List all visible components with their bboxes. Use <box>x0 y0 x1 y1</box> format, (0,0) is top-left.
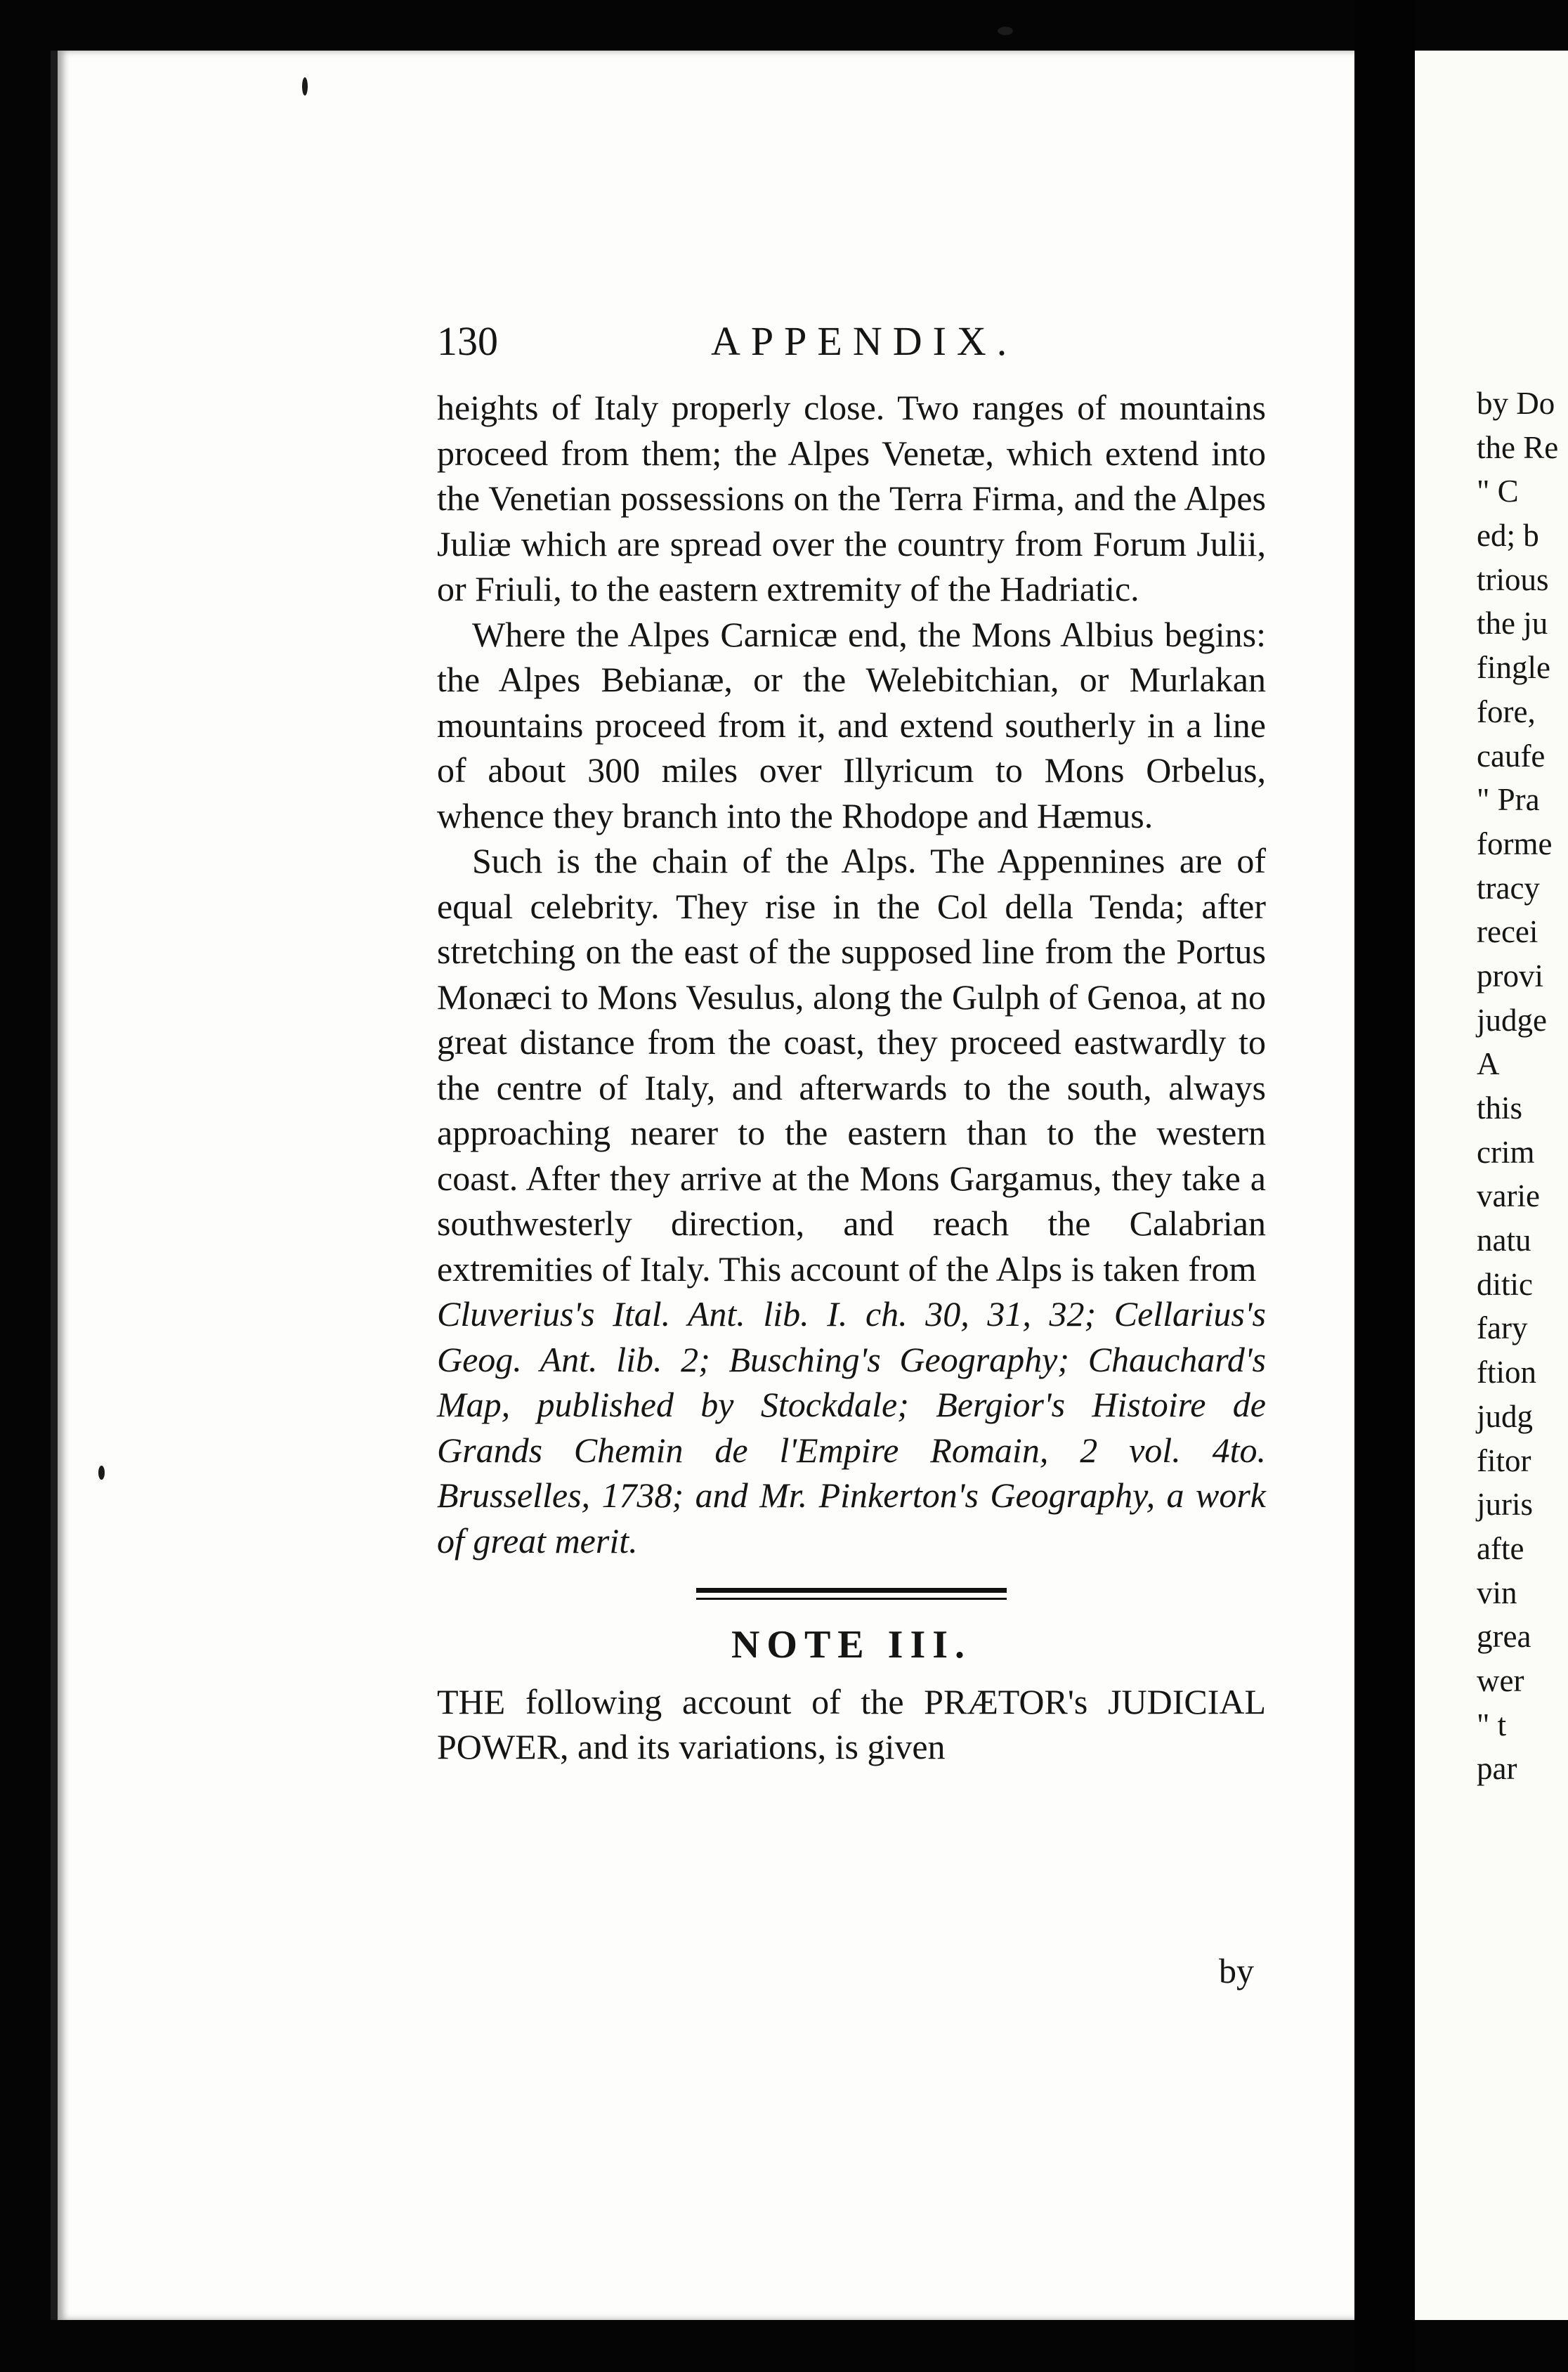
right-fragment-line: recei <box>1477 914 1538 950</box>
right-fragment-line: ditic <box>1477 1266 1533 1302</box>
paragraph-alps-ranges: heights of Italy properly close. Two ranges of mountains proceed from them; the Alpes Venetæ, which extend into the Venetian possessions on the Terra Firma, and the Alpes Juliæ which are spread over the country from Forum Julii, or Friuli, to the eastern extremity of the Hadriatic. <box>437 388 1266 608</box>
right-fragment-line: caufe <box>1477 738 1546 774</box>
right-fragment-line: fitor <box>1477 1442 1531 1478</box>
right-fragment-line: this <box>1477 1090 1523 1126</box>
note-divider-rule <box>696 1588 1007 1600</box>
right-fragment-line: natu <box>1477 1223 1531 1258</box>
right-fragment-line: judge <box>1477 1002 1547 1038</box>
catchword: by <box>1219 1951 1254 1990</box>
page-number: 130 <box>437 318 498 364</box>
right-fragment-line: " t <box>1477 1707 1507 1742</box>
right-fragment-line: provi <box>1477 958 1543 993</box>
scan-speck <box>302 77 308 96</box>
right-page-text-fragment <box>1477 382 1568 1791</box>
right-fragment-line: par <box>1477 1751 1517 1787</box>
right-fragment-line: " Pra <box>1477 782 1540 818</box>
scan-speck <box>998 27 1013 35</box>
right-fragment-line: ftion <box>1477 1355 1536 1390</box>
scan-speck <box>98 1466 105 1480</box>
right-fragment-line: varie <box>1477 1178 1540 1214</box>
running-head <box>437 318 1301 374</box>
main-text-block <box>437 385 1266 1770</box>
book-gutter-shadow <box>1354 0 1415 2372</box>
right-fragment-line: fary <box>1477 1310 1528 1346</box>
running-title: APPENDIX. <box>711 318 1018 364</box>
right-fragment-line: crim <box>1477 1134 1535 1170</box>
right-fragment-line: vin <box>1477 1575 1517 1610</box>
right-fragment-line: the Re <box>1477 429 1559 465</box>
right-fragment-line: fingle <box>1477 650 1550 686</box>
right-fragment-line: wer <box>1477 1662 1524 1698</box>
right-fragment-line: juris <box>1477 1487 1534 1523</box>
note-text: THE following account of the PRÆTOR's JUDICIAL POWER, and its variations, is given <box>437 1681 1266 1766</box>
paragraph-alpes-carnicae: Where the Alpes Carnicæ end, the Mons Albius begins: the Alpes Bebianæ, or the Welebitchian, or Murlakan mountains proceed from it, and extend southerly in a line of about 300 miles over Illyricum to Mons Orbelus, whence they branch into the Rhodope and Hæmus. <box>437 614 1266 835</box>
right-fragment-line: the ju <box>1477 606 1548 641</box>
right-fragment-line: judg <box>1477 1398 1534 1434</box>
right-fragment-line: ed; b <box>1477 518 1539 554</box>
right-fragment-line: tracy <box>1477 870 1540 906</box>
right-fragment-line: grea <box>1477 1619 1531 1655</box>
right-fragment-line: " C <box>1477 474 1519 509</box>
right-fragment-line: forme <box>1477 826 1553 861</box>
right-fragment-line: afte <box>1477 1530 1524 1566</box>
note-heading: NOTE III. <box>731 1623 972 1667</box>
paragraph-appennines: Such is the chain of the Alps. The Appennines are of equal celebrity. They rise in the Col della Tenda; after stretching on the east of the supposed line from the Portus Monæci to Mons Vesulus, along the Gulph of Genoa, at no great distance from the coast, they proceed eastwardly to the centre of Italy, and afterwards to the south, always approaching nearer to the eastern than to the western coast. After they arrive at the Mons Gargamus, they take a southwesterly direction, and reach the Calabrian extremities of Italy. This account of the Alps is taken from <box>437 841 1266 1289</box>
right-fragment-line: trious <box>1477 561 1549 597</box>
right-fragment-line: by Do <box>1477 386 1555 421</box>
right-fragment-line: fore, <box>1477 693 1536 729</box>
right-fragment-line: A <box>1477 1046 1500 1082</box>
reference-citations: Cluverius's Ital. Ant. lib. I. ch. 30, 31, 32; Cellarius's Geog. Ant. lib. 2; Busching's Geography; Chauchard's Map, published by Stockdale; Bergior's Histoire de Grands Chemin de l'Empire Romain, 2 vol. 4to. Brusselles, 1738; and Mr. Pinkerton's Geography, a work of great merit. <box>437 1294 1266 1560</box>
